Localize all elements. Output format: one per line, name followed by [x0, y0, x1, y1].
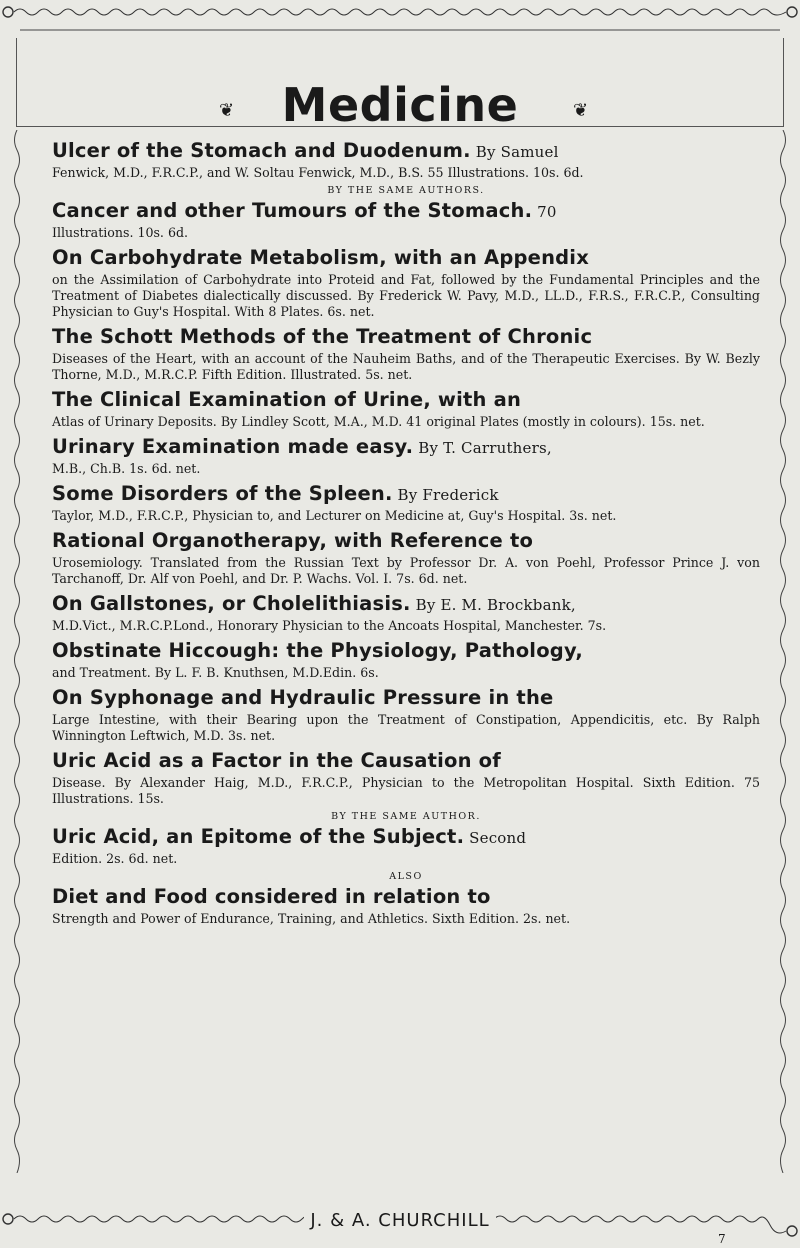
book-description: Diseases of the Heart, with an account of the Nauheim Baths, and of the Therapeutic Exercises. By W. Bezly Thorne, M.D., M.R.C.P. Fifth Edition. Illustrated. 5s. net.: [52, 351, 760, 382]
book-entry: [52, 481, 760, 524]
book-description: Fenwick, M.D., F.R.C.P., and W. Soltau Fenwick, M.D., B.S. 55 Illustrations. 10s. 6d.: [52, 165, 584, 180]
book-title: The Schott Methods of the Treatment of Chronic: [52, 325, 593, 348]
book-list: [52, 138, 760, 931]
book-title: Some Disorders of the Spleen. By Frederick: [52, 482, 499, 505]
book-title: Rational Organotherapy, with Reference to: [52, 529, 534, 552]
book-description: Large Intestine, with their Bearing upon the Treatment of Constipation, Appendicitis, etc. By Ralph Winnington Leftwich, M.D. 3s. net.: [52, 712, 760, 743]
book-title: On Syphonage and Hydraulic Pressure in the: [52, 686, 554, 709]
book-entry: [52, 138, 760, 181]
book-title: On Carbohydrate Metabolism, with an Appendix: [52, 246, 589, 269]
page-header: [16, 38, 784, 132]
book-title: Urinary Examination made easy. By T. Carruthers,: [52, 435, 552, 458]
book-description: M.D.Vict., M.R.C.P.Lond., Honorary Physician to the Ancoats Hospital, Manchester. 7s.: [52, 618, 607, 633]
also-note: ALSO: [389, 871, 423, 882]
book-description: Edition. 2s. 6d. net.: [52, 851, 178, 866]
leaf-ornament-icon: ❦: [573, 100, 589, 121]
book-entry: [52, 434, 760, 477]
page-title: Medicine: [281, 78, 519, 132]
book-title: Diet and Food considered in relation to: [52, 885, 491, 908]
book-title: Obstinate Hiccough: the Physiology, Pathology,: [52, 639, 583, 662]
book-entry: [52, 591, 760, 634]
top-wavy-border: [0, 0, 800, 34]
book-title: Ulcer of the Stomach and Duodenum. By Samuel: [52, 139, 559, 162]
book-entry: [52, 748, 760, 807]
book-entry: [52, 638, 760, 681]
page-number: 7: [718, 1232, 726, 1246]
book-description: and Treatment. By L. F. B. Knuthsen, M.D.Edin. 6s.: [52, 665, 379, 680]
same-author-note: BY THE SAME AUTHOR.: [331, 811, 481, 822]
book-description: Atlas of Urinary Deposits. By Lindley Scott, M.A., M.D. 41 original Plates (mostly in colours). 15s. net.: [52, 414, 705, 429]
book-entry: [52, 685, 760, 744]
book-description: Taylor, M.D., F.R.C.P., Physician to, and Lecturer on Medicine at, Guy's Hospital. 3s. net.: [52, 508, 617, 523]
book-entry: [52, 198, 760, 241]
book-description: Disease. By Alexander Haig, M.D., F.R.C.P., Physician to the Metropolitan Hospital. Sixth Edition. 75 Illustrations. 15s.: [52, 775, 760, 806]
publisher-name: J. & A. CHURCHILL: [304, 1210, 495, 1231]
book-title: Uric Acid as a Factor in the Causation of: [52, 749, 501, 772]
book-description: Urosemiology. Translated from the Russian Text by Professor Dr. A. von Poehl, Professor Prince J. von Tarchanoff, Dr. Alf von Poehl, and Dr. P. Wachs. Vol. I. 7s. 6d. net.: [52, 555, 760, 586]
book-entry: [52, 324, 760, 383]
same-authors-note: BY THE SAME AUTHORS.: [327, 185, 485, 196]
book-entry: [52, 528, 760, 587]
book-entry: [52, 824, 760, 867]
book-description: M.B., Ch.B. 1s. 6d. net.: [52, 461, 201, 476]
right-wavy-border: [776, 130, 790, 1173]
book-title: The Clinical Examination of Urine, with an: [52, 388, 522, 411]
book-description: Strength and Power of Endurance, Training, and Athletics. Sixth Edition. 2s. net.: [52, 911, 571, 926]
book-title: Cancer and other Tumours of the Stomach. 70: [52, 199, 557, 222]
book-entry: [52, 387, 760, 430]
book-entry: [52, 884, 760, 927]
book-title: On Gallstones, or Cholelithiasis. By E. M. Brockbank,: [52, 592, 576, 615]
publisher-footer: [0, 1210, 800, 1231]
book-title: Uric Acid, an Epitome of the Subject. Second: [52, 825, 527, 848]
book-description: Illustrations. 10s. 6d.: [52, 225, 189, 240]
book-description: on the Assimilation of Carbohydrate into Proteid and Fat, followed by the Fundamental Principles and the Treatment of Diabetes dialectically discussed. By Frederick W. Pavy, M.D., LL.D., F.R.S., F.R.C.P., Consulting Physician to Guy's Hospital. With 8 Plates. 6s. net.: [52, 272, 760, 319]
left-wavy-border: [10, 130, 24, 1173]
leaf-ornament-icon: ❦: [219, 100, 235, 121]
book-entry: [52, 245, 760, 320]
